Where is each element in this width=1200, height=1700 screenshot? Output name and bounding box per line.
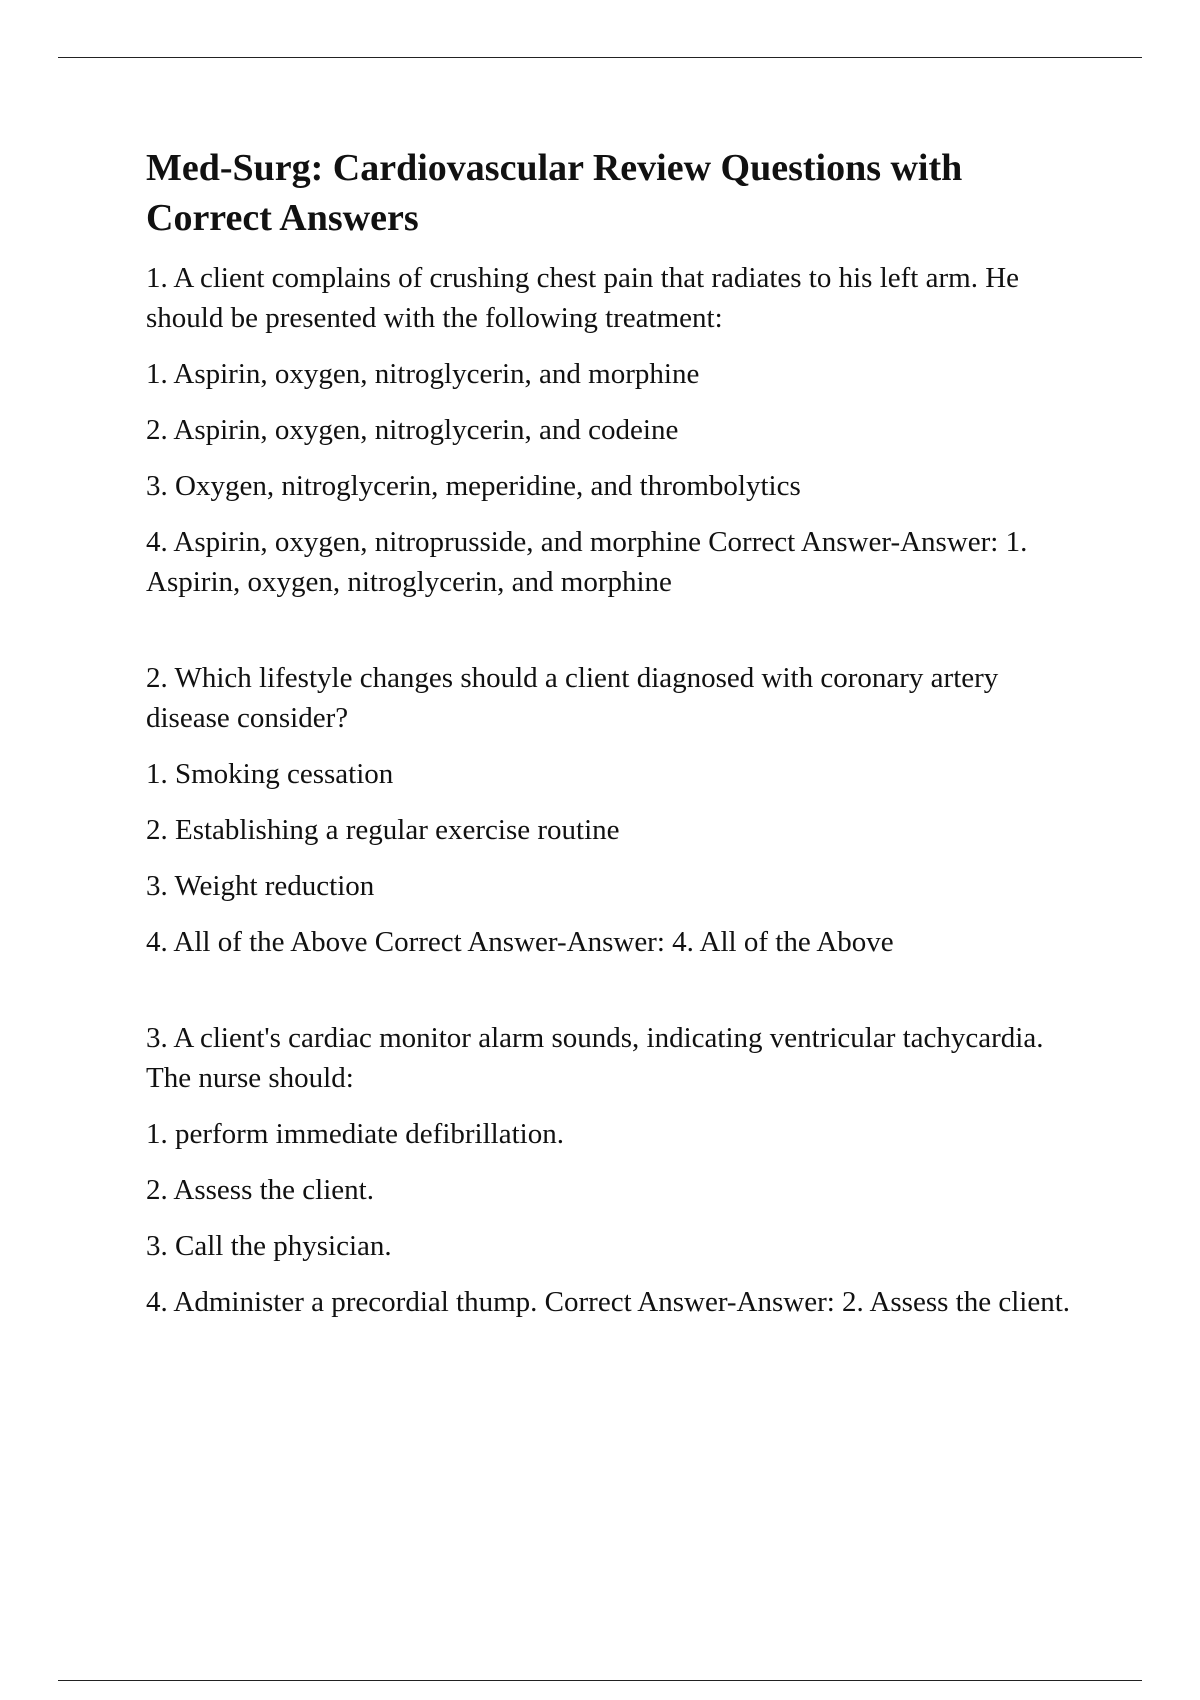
question-3 bbox=[146, 1018, 1086, 1322]
document-title: Med-Surg: Cardiovascular Review Questions with Correct Answers bbox=[146, 147, 963, 239]
question-2 bbox=[146, 658, 1086, 962]
answer-option: 3. Oxygen, nitroglycerin, meperidine, and thrombolytics bbox=[146, 470, 801, 502]
document-body bbox=[146, 143, 1086, 1338]
answer-option: 1. Smoking cessation bbox=[146, 758, 394, 790]
answer-option: 2. Assess the client. bbox=[146, 1174, 374, 1206]
answer-option-with-correct-answer: 4. Administer a precordial thump. Correct Answer-Answer: 2. Assess the client. bbox=[146, 1286, 1071, 1318]
question-stem: 3. A client's cardiac monitor alarm sounds, indicating ventricular tachycardia. The nurse should: bbox=[146, 1022, 1044, 1094]
bottom-divider bbox=[58, 1680, 1142, 1681]
question-1 bbox=[146, 258, 1086, 602]
answer-option: 1. Aspirin, oxygen, nitroglycerin, and morphine bbox=[146, 358, 700, 390]
answer-option: 3. Call the physician. bbox=[146, 1230, 392, 1262]
answer-option: 2. Establishing a regular exercise routine bbox=[146, 814, 620, 846]
answer-option: 3. Weight reduction bbox=[146, 870, 375, 902]
answer-option-with-correct-answer: 4. Aspirin, oxygen, nitroprusside, and morphine Correct Answer-Answer: 1. Aspirin, oxygen, nitroglycerin, and morphine bbox=[146, 526, 1028, 598]
question-stem: 2. Which lifestyle changes should a client diagnosed with coronary artery disease consider? bbox=[146, 662, 999, 734]
top-divider bbox=[58, 57, 1142, 58]
answer-option: 1. perform immediate defibrillation. bbox=[146, 1118, 564, 1150]
answer-option: 2. Aspirin, oxygen, nitroglycerin, and codeine bbox=[146, 414, 679, 446]
question-stem: 1. A client complains of crushing chest pain that radiates to his left arm. He should be presented with the following treatment: bbox=[146, 262, 1020, 334]
answer-option-with-correct-answer: 4. All of the Above Correct Answer-Answer: 4. All of the Above bbox=[146, 926, 894, 958]
